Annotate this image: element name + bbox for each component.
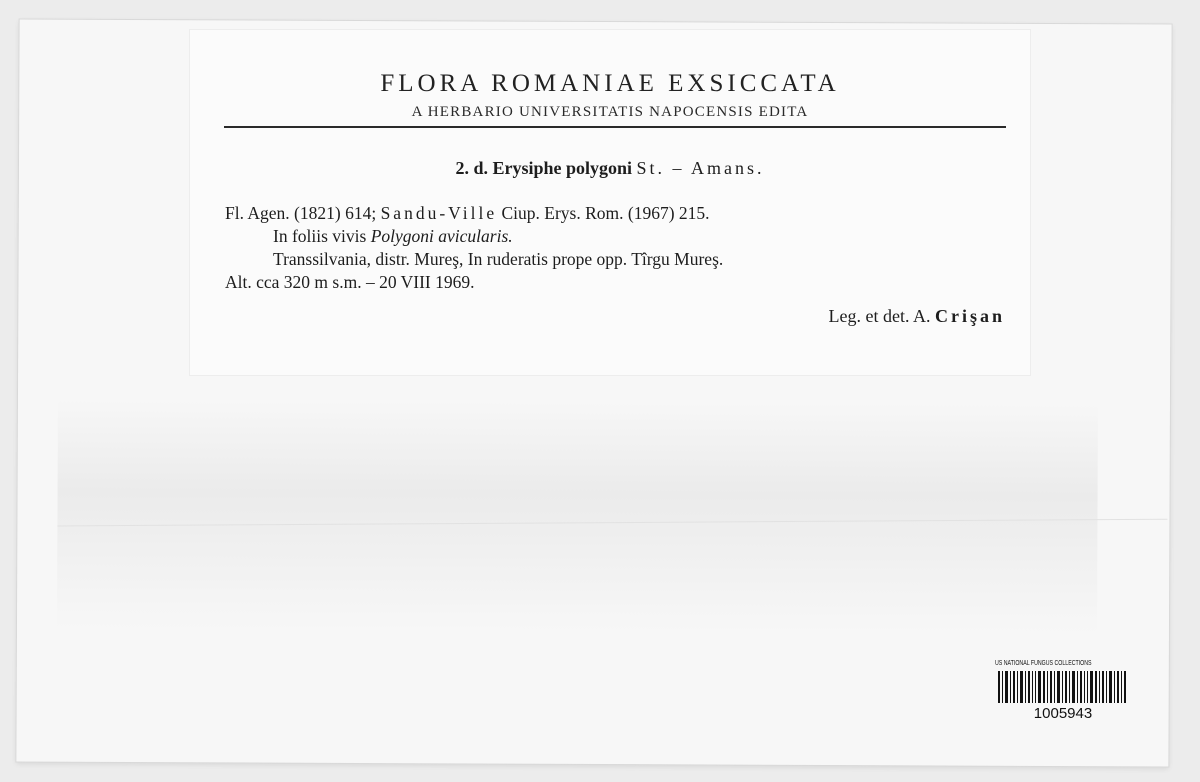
collector-name: Crişan — [934, 306, 1005, 326]
host-plant: Polygoni avicularis. — [370, 226, 513, 246]
barcode-icon — [998, 671, 1126, 703]
locality-line-2: Alt. cca 320 m s.m. – 20 VIII 1969. — [225, 272, 475, 292]
species-author: St. – Amans. — [636, 158, 765, 178]
label-subtitle: A HERBARIO UNIVERSITATIS NAPOCENSIS EDITA — [411, 104, 809, 120]
locality-line-1: Transsilvania, distr. Mureş, In ruderatis prope opp. Tîrgu Mureş. — [273, 249, 724, 269]
barcode-sticker — [993, 660, 1133, 726]
header-rule — [224, 126, 1006, 128]
barcode-institution: US NATIONAL FUNGUS COLLECTIONS — [995, 660, 1092, 667]
citation-part-1: Fl. Agen. (1821) 614; — [225, 203, 377, 223]
sheet-shadow — [57, 400, 1098, 635]
species-line — [190, 158, 1030, 179]
label-body — [225, 202, 1015, 294]
label-title: FLORA ROMANIAE EXSICCATA — [380, 70, 840, 97]
exsiccata-number: 2. d. — [455, 158, 488, 178]
citation-line — [225, 202, 1015, 225]
barcode-number: 1005943 — [1033, 705, 1093, 722]
species-name: Erysiphe polygoni — [492, 158, 633, 178]
citation-author: Sandu-Ville — [380, 203, 498, 223]
host-line — [225, 225, 1015, 248]
collector-line — [829, 306, 1006, 327]
citation-part-2: Ciup. Erys. Rom. (1967) 215. — [501, 203, 710, 223]
collector-prefix: Leg. et det. A. — [828, 306, 931, 326]
specimen-label — [190, 30, 1030, 375]
host-prefix: In foliis vivis — [273, 226, 367, 246]
